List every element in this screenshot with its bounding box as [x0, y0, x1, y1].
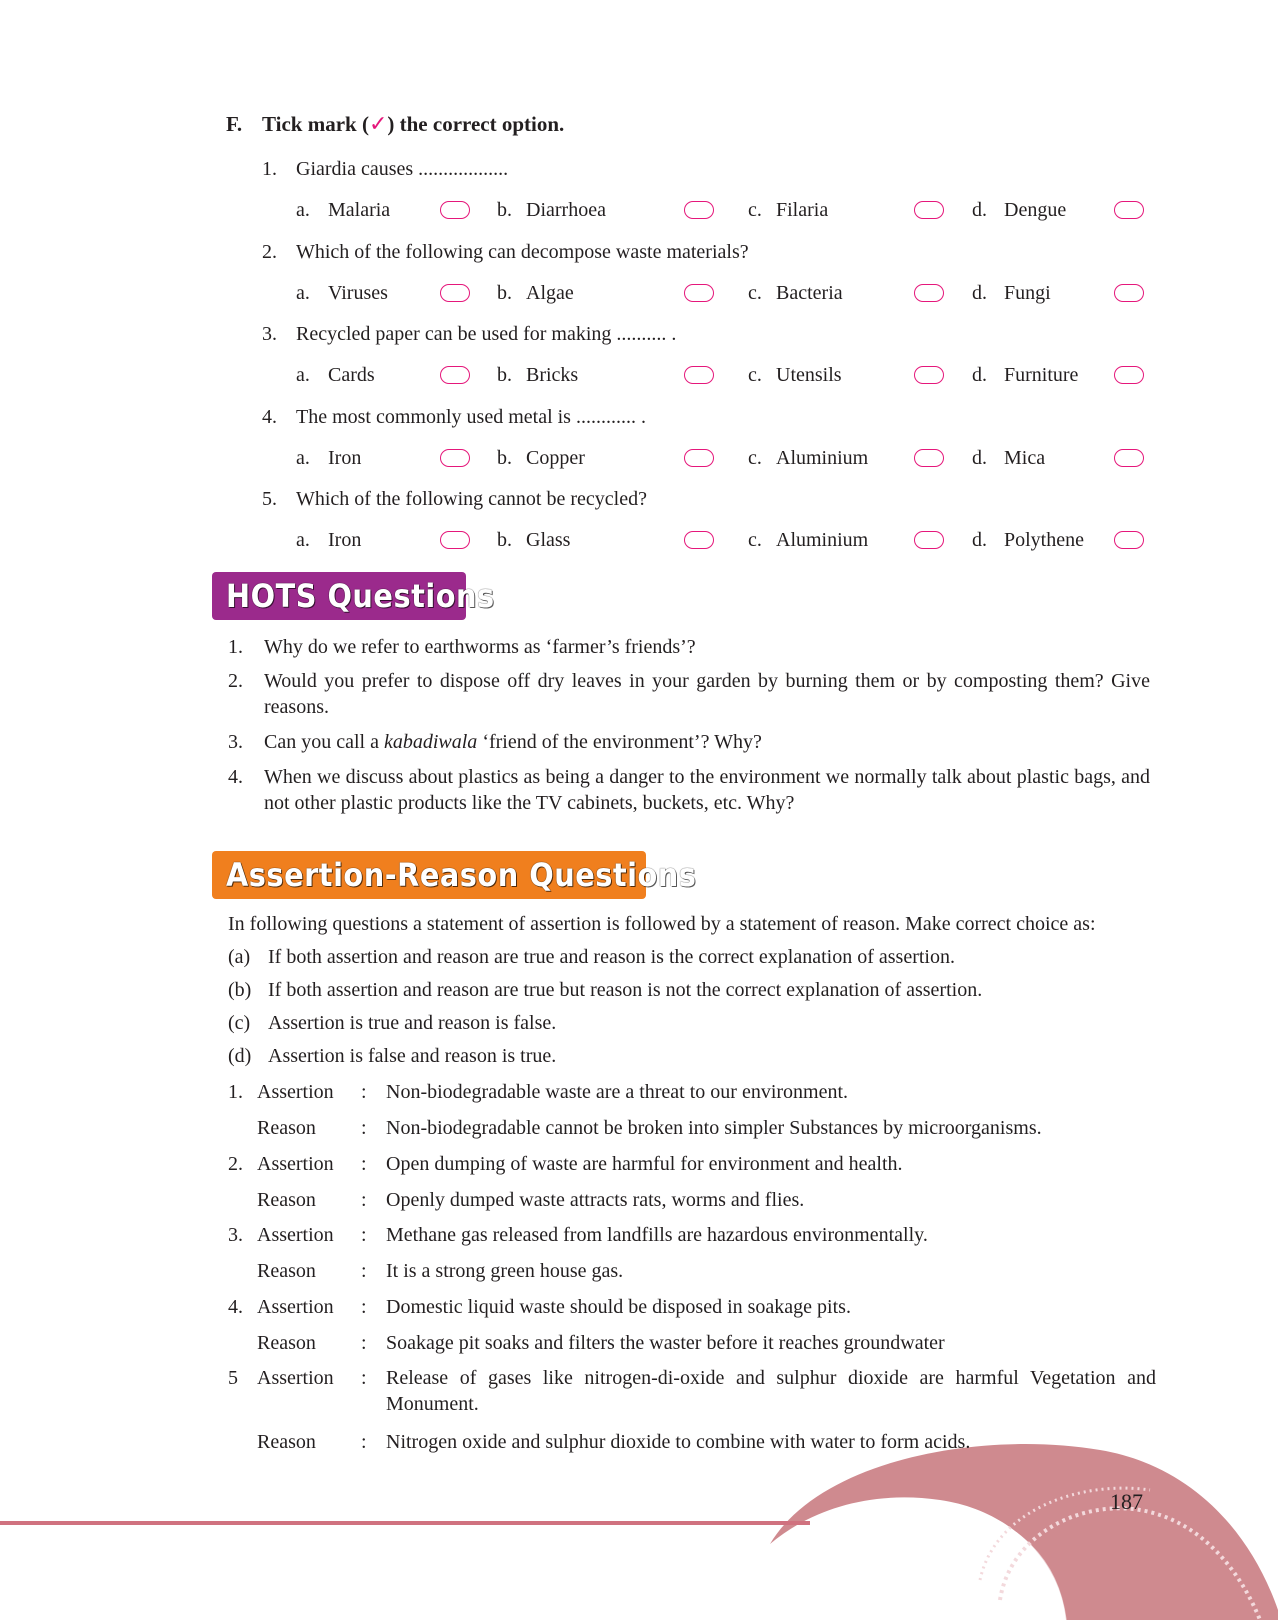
choice-label-b: (b) [228, 979, 252, 1001]
hots-num-4: 4. [228, 766, 243, 788]
footer-swoosh-decoration [760, 1440, 1278, 1620]
mcq-option-text: Bacteria [776, 282, 843, 304]
reason-text: Non-biodegradable cannot be broken into simpler Substances by microorganisms. [386, 1117, 1042, 1139]
mcq-question-text: Which of the following can decompose waste materials? [296, 241, 749, 263]
hots-question-4: When we discuss about plastics as being a danger to the environment we normally talk about plastic bags, and not other plastic products like the TV cabinets, buckets, etc. Why? [264, 766, 1150, 814]
mcq-question-text: Which of the following cannot be recycled? [296, 488, 647, 510]
mcq-question-text: The most commonly used metal is ............ . [296, 406, 646, 428]
mcq-question-number: 4. [262, 406, 277, 428]
ar-item-number: 5 [228, 1367, 238, 1389]
assertion-label: Assertion [257, 1296, 334, 1318]
assertion-text: Open dumping of waste are harmful for environment and health. [386, 1153, 903, 1175]
answer-checkbox-oval[interactable] [1114, 366, 1144, 384]
answer-checkbox-oval[interactable] [1114, 531, 1144, 549]
mcq-option-letter: c. [748, 364, 762, 386]
section-f-title: Tick mark (✓) the correct option. [262, 112, 565, 137]
mcq-option-letter: c. [748, 529, 762, 551]
answer-checkbox-oval[interactable] [440, 201, 470, 219]
mcq-question-number: 3. [262, 323, 277, 345]
reason-text: It is a strong green house gas. [386, 1260, 624, 1282]
reason-label: Reason [257, 1431, 316, 1453]
mcq-option-letter: b. [497, 282, 512, 304]
answer-checkbox-oval[interactable] [684, 284, 714, 302]
mcq-question-number: 1. [262, 158, 277, 180]
reason-text: Soakage pit soaks and filters the waster before it reaches groundwater [386, 1332, 945, 1354]
hots-question-1: Why do we refer to earthworms as ‘farmer’s friends’? [264, 636, 696, 658]
hots-num-1: 1. [228, 636, 243, 658]
footer-rule [0, 1521, 810, 1525]
choice-text-d: Assertion is false and reason is true. [268, 1045, 557, 1067]
answer-checkbox-oval[interactable] [440, 366, 470, 384]
answer-checkbox-oval[interactable] [684, 201, 714, 219]
hots-num-3: 3. [228, 731, 243, 753]
colon-separator: : [361, 1296, 367, 1318]
mcq-option-letter: d. [972, 199, 987, 221]
answer-checkbox-oval[interactable] [684, 366, 714, 384]
section-f-letter: F. [226, 112, 243, 136]
reason-text: Nitrogen oxide and sulphur dioxide to combine with water to form acids. [386, 1431, 971, 1453]
colon-separator: : [361, 1189, 367, 1211]
mcq-option-letter: a. [296, 364, 310, 386]
mcq-option-letter: d. [972, 447, 987, 469]
mcq-option-text: Bricks [526, 364, 579, 386]
reason-text: Openly dumped waste attracts rats, worms and flies. [386, 1189, 805, 1211]
colon-separator: : [361, 1431, 367, 1453]
ar-item-number: 2. [228, 1153, 243, 1175]
colon-separator: : [361, 1081, 367, 1103]
mcq-option-letter: b. [497, 364, 512, 386]
mcq-option-text: Aluminium [776, 529, 869, 551]
mcq-question-text: Giardia causes .................. [296, 158, 509, 180]
mcq-option-text: Aluminium [776, 447, 869, 469]
ar-item-number: 3. [228, 1224, 243, 1246]
mcq-option-letter: a. [296, 199, 310, 221]
mcq-option-text: Dengue [1004, 199, 1067, 221]
answer-checkbox-oval[interactable] [684, 449, 714, 467]
mcq-option-text: Diarrhoea [526, 199, 606, 221]
ar-item-number: 4. [228, 1296, 243, 1318]
hots-question-2: Would you prefer to dispose off dry leaves in your garden by burning them or by composting them? Give reasons. [264, 670, 1150, 718]
colon-separator: : [361, 1260, 367, 1282]
mcq-option-text: Algae [526, 282, 574, 304]
mcq-question-text: Recycled paper can be used for making .......... . [296, 323, 677, 345]
assertion-text: Non-biodegradable waste are a threat to our environment. [386, 1081, 849, 1103]
colon-separator: : [361, 1367, 367, 1389]
mcq-option-letter: c. [748, 447, 762, 469]
colon-separator: : [361, 1117, 367, 1139]
mcq-option-letter: c. [748, 199, 762, 221]
reason-label: Reason [257, 1332, 316, 1354]
mcq-option-text: Copper [526, 447, 585, 469]
mcq-option-letter: d. [972, 282, 987, 304]
reason-label: Reason [257, 1189, 316, 1211]
mcq-option-text: Malaria [328, 199, 391, 221]
mcq-option-text: Glass [526, 529, 571, 551]
mcq-option-text: Viruses [328, 282, 388, 304]
answer-checkbox-oval[interactable] [440, 284, 470, 302]
assertion-text: Methane gas released from landfills are hazardous environmentally. [386, 1224, 928, 1246]
answer-checkbox-oval[interactable] [1114, 201, 1144, 219]
mcq-option-text: Cards [328, 364, 375, 386]
mcq-option-text: Iron [328, 447, 362, 469]
answer-checkbox-oval[interactable] [440, 449, 470, 467]
reason-label: Reason [257, 1117, 316, 1139]
choice-label-d: (d) [228, 1045, 252, 1067]
mcq-option-letter: b. [497, 199, 512, 221]
answer-checkbox-oval[interactable] [440, 531, 470, 549]
mcq-option-letter: a. [296, 282, 310, 304]
colon-separator: : [361, 1224, 367, 1246]
hots-num-2: 2. [228, 670, 243, 692]
assertion-label: Assertion [257, 1081, 334, 1103]
assertion-text: Release of gases like nitrogen-di-oxide and sulphur dioxide are harmful Vegetation and Monument. [386, 1367, 1156, 1415]
assertion-text: Domestic liquid waste should be disposed in soakage pits. [386, 1296, 851, 1318]
answer-checkbox-oval[interactable] [914, 284, 944, 302]
colon-separator: : [361, 1153, 367, 1175]
reason-label: Reason [257, 1260, 316, 1282]
mcq-option-letter: d. [972, 529, 987, 551]
answer-checkbox-oval[interactable] [914, 531, 944, 549]
answer-checkbox-oval[interactable] [914, 449, 944, 467]
mcq-option-text: Polythene [1004, 529, 1084, 551]
mcq-question-number: 5. [262, 488, 277, 510]
mcq-option-letter: b. [497, 447, 512, 469]
assertion-label: Assertion [257, 1367, 334, 1389]
mcq-option-text: Furniture [1004, 364, 1079, 386]
mcq-option-text: Mica [1004, 447, 1046, 469]
colon-separator: : [361, 1332, 367, 1354]
assertion-reason-header: Assertion-Reason Questions [212, 851, 646, 899]
assertion-reason-intro: In following questions a statement of assertion is followed by a statement of reason. Make correct choice as: [228, 913, 1096, 935]
assertion-label: Assertion [257, 1153, 334, 1175]
answer-checkbox-oval[interactable] [684, 531, 714, 549]
mcq-option-letter: d. [972, 364, 987, 386]
mcq-option-text: Filaria [776, 199, 829, 221]
assertion-label: Assertion [257, 1224, 334, 1246]
ar-item-number: 1. [228, 1081, 243, 1103]
choice-label-c: (c) [228, 1012, 251, 1034]
hots-question-3: Can you call a kabadiwala ‘friend of the environment’? Why? [264, 731, 762, 753]
answer-checkbox-oval[interactable] [1114, 449, 1144, 467]
tick-mark-icon: ✓ [368, 112, 388, 137]
mcq-option-text: Iron [328, 529, 362, 551]
mcq-option-letter: b. [497, 529, 512, 551]
choice-text-b: If both assertion and reason are true but reason is not the correct explanation of assertion. [268, 979, 983, 1001]
choice-text-a: If both assertion and reason are true and reason is the correct explanation of assertion. [268, 946, 955, 968]
answer-checkbox-oval[interactable] [914, 366, 944, 384]
mcq-question-number: 2. [262, 241, 277, 263]
mcq-option-letter: a. [296, 529, 310, 551]
mcq-option-letter: c. [748, 282, 762, 304]
choice-text-c: Assertion is true and reason is false. [268, 1012, 557, 1034]
mcq-option-letter: a. [296, 447, 310, 469]
page-number: 187 [1110, 1489, 1143, 1514]
answer-checkbox-oval[interactable] [1114, 284, 1144, 302]
mcq-option-text: Fungi [1004, 282, 1051, 304]
mcq-option-text: Utensils [776, 364, 842, 386]
choice-label-a: (a) [228, 946, 251, 968]
answer-checkbox-oval[interactable] [914, 201, 944, 219]
hots-header: HOTS Questions [212, 572, 466, 620]
